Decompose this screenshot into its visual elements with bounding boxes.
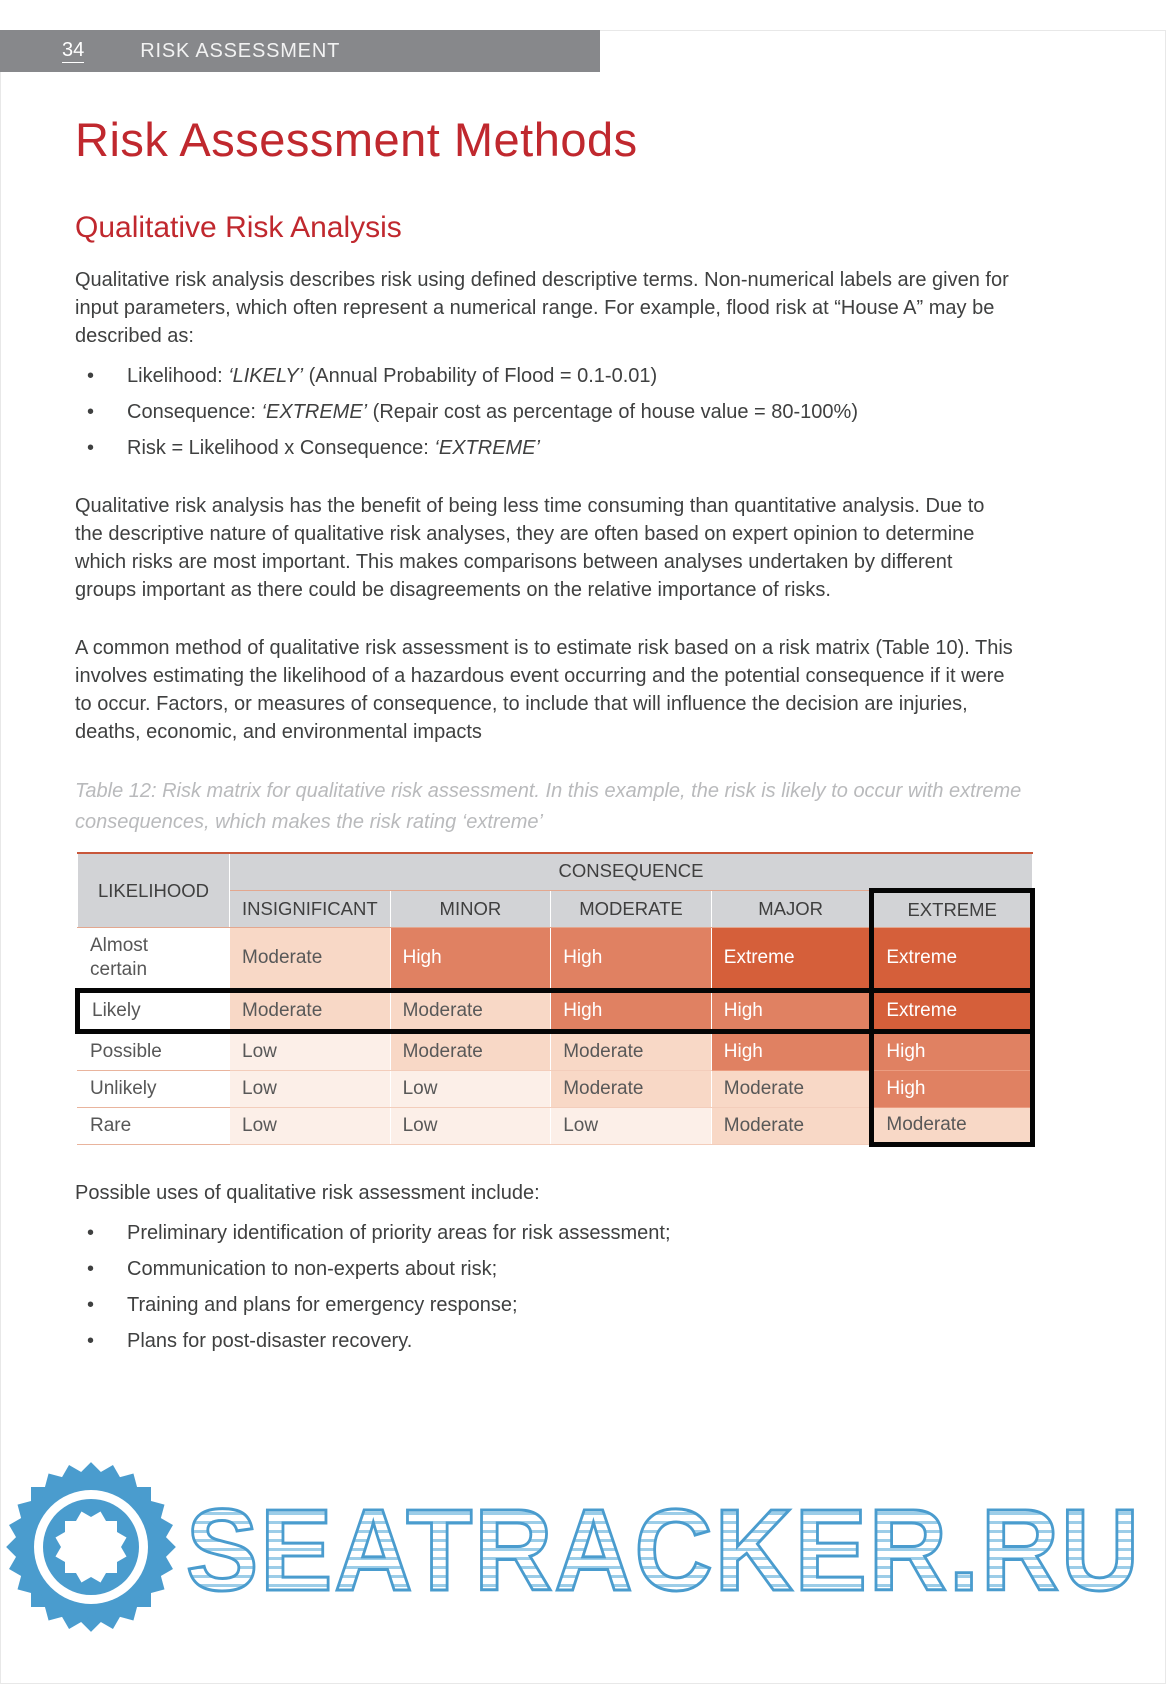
matrix-cell: Moderate bbox=[872, 1108, 1033, 1145]
matrix-cell: High bbox=[390, 928, 551, 991]
bullet-text: Plans for post-disaster recovery. bbox=[127, 1330, 413, 1352]
section-heading: Qualitative Risk Analysis bbox=[75, 211, 402, 244]
matrix-cell: Low bbox=[390, 1071, 551, 1108]
matrix-cell: High bbox=[551, 928, 712, 991]
sun-logo-icon bbox=[6, 1462, 176, 1632]
matrix-row bbox=[78, 1071, 1033, 1108]
matrix-cell: Low bbox=[230, 1032, 391, 1071]
matrix-row-label: Likely bbox=[78, 991, 230, 1032]
matrix-cell: Extreme bbox=[872, 991, 1033, 1032]
column-header: MAJOR bbox=[711, 891, 872, 928]
matrix-row bbox=[78, 1108, 1033, 1145]
matrix-cell: Low bbox=[390, 1108, 551, 1145]
bullet-item bbox=[75, 1255, 1015, 1283]
page-number: 34 bbox=[62, 39, 85, 61]
matrix-row-label: Possible bbox=[78, 1032, 230, 1071]
bullet-text: Preliminary identification of priority areas for risk assessment; bbox=[127, 1222, 671, 1244]
paragraph-intro: Qualitative risk analysis describes risk using defined descriptive terms. Non-numerical labels are given for input parameters, which often represent a numerical range. For example, flood risk at “House A” may be described as: bbox=[75, 269, 1009, 347]
matrix-cell: Moderate bbox=[711, 1071, 872, 1108]
column-header-highlighted: EXTREME bbox=[872, 891, 1033, 928]
matrix-row bbox=[78, 928, 1033, 991]
paragraph-benefit: Qualitative risk analysis has the benefit of being less time consuming than quantitative analysis. Due to the descriptive nature of qualitative risk analyses, they are often based on expert opinion to determine which risks are most important. This makes comparisons between analyses undertaken by different groups important as there could be disagreements on the relative importance of risks. bbox=[75, 495, 985, 601]
column-header: MODERATE bbox=[551, 891, 712, 928]
bullet-item bbox=[75, 1327, 1015, 1355]
matrix-cell: High bbox=[711, 1032, 872, 1071]
matrix-cell: Low bbox=[551, 1108, 712, 1145]
bullet-marker: • bbox=[87, 401, 95, 423]
matrix-cell: Extreme bbox=[872, 928, 1033, 991]
bullet-marker: • bbox=[87, 437, 95, 459]
matrix-cell: Moderate bbox=[230, 991, 391, 1032]
matrix-row-label: Almost certain bbox=[78, 928, 230, 991]
bullet-text: Likelihood: ‘LIKELY’ (Annual Probability of Flood = 0.1-0.01) bbox=[127, 365, 658, 387]
bullet-item bbox=[75, 1219, 1015, 1247]
likelihood-header: LIKELIHOOD bbox=[78, 853, 230, 928]
page-title: Risk Assessment Methods bbox=[75, 113, 638, 166]
column-header: MINOR bbox=[390, 891, 551, 928]
bullet-marker: • bbox=[87, 1330, 95, 1352]
page-content bbox=[75, 112, 1035, 1355]
matrix-row-label: Unlikely bbox=[78, 1071, 230, 1108]
matrix-cell: High bbox=[711, 991, 872, 1032]
matrix-row-label: Rare bbox=[78, 1108, 230, 1145]
bullet-marker: • bbox=[87, 1222, 95, 1244]
matrix-cell: Low bbox=[230, 1108, 391, 1145]
bullet-text: Risk = Likelihood x Consequence: ‘EXTREME’ bbox=[127, 437, 540, 459]
consequence-header: CONSEQUENCE bbox=[230, 853, 1033, 891]
header-label: RISK ASSESSMENT bbox=[140, 39, 341, 62]
bullet-item bbox=[75, 362, 1015, 390]
matrix-cell: Moderate bbox=[711, 1108, 872, 1145]
bullet-marker: • bbox=[87, 365, 95, 387]
bullet-text: Training and plans for emergency response; bbox=[127, 1294, 518, 1316]
watermark bbox=[6, 1462, 1157, 1632]
bullet-text: Consequence: ‘EXTREME’ (Repair cost as percentage of house value = 80-100%) bbox=[127, 401, 858, 423]
bullet-item bbox=[75, 1291, 1015, 1319]
bullet-item bbox=[75, 434, 1015, 462]
matrix-cell: Extreme bbox=[711, 928, 872, 991]
risk-matrix-table bbox=[75, 852, 1035, 1147]
matrix-cell: Moderate bbox=[551, 1071, 712, 1108]
matrix-cell: High bbox=[872, 1071, 1033, 1108]
watermark-text: SEATRACKER.RU bbox=[186, 1485, 1141, 1615]
matrix-cell: High bbox=[872, 1032, 1033, 1071]
matrix-cell: Moderate bbox=[551, 1032, 712, 1071]
bullet-text: Communication to non-experts about risk; bbox=[127, 1258, 498, 1280]
uses-intro: Possible uses of qualitative risk assessment include: bbox=[75, 1182, 540, 1204]
bullet-marker: • bbox=[87, 1258, 95, 1280]
matrix-cell: Low bbox=[230, 1071, 391, 1108]
paragraph-method: A common method of qualitative risk assessment is to estimate risk based on a risk matrix (Table 10). This involves estimating the likelihood of a hazardous event occurring and the potential consequence if it were to occur. Factors, or measures of consequence, to include that will influence the decision are injuries, deaths, economic, and environmental impacts bbox=[75, 637, 1013, 743]
page-header-bar bbox=[0, 30, 600, 72]
column-header: INSIGNIFICANT bbox=[230, 891, 391, 928]
matrix-row-highlighted bbox=[78, 991, 1033, 1032]
bullet-item bbox=[75, 398, 1015, 426]
watermark-text-svg bbox=[182, 1462, 1157, 1632]
matrix-cell: High bbox=[551, 991, 712, 1032]
table-caption: Table 12: Risk matrix for qualitative risk assessment. In this example, the risk is likely to occur with extreme consequences, which makes the risk rating ‘extreme’ bbox=[75, 780, 1022, 833]
matrix-cell: Moderate bbox=[390, 1032, 551, 1071]
uses-bullet-list bbox=[75, 1219, 1035, 1355]
matrix-cell: Moderate bbox=[390, 991, 551, 1032]
matrix-cell: Moderate bbox=[230, 928, 391, 991]
bullet-marker: • bbox=[87, 1294, 95, 1316]
example-bullet-list bbox=[75, 362, 1035, 462]
matrix-row bbox=[78, 1032, 1033, 1071]
matrix-header-row-group bbox=[78, 853, 1033, 891]
